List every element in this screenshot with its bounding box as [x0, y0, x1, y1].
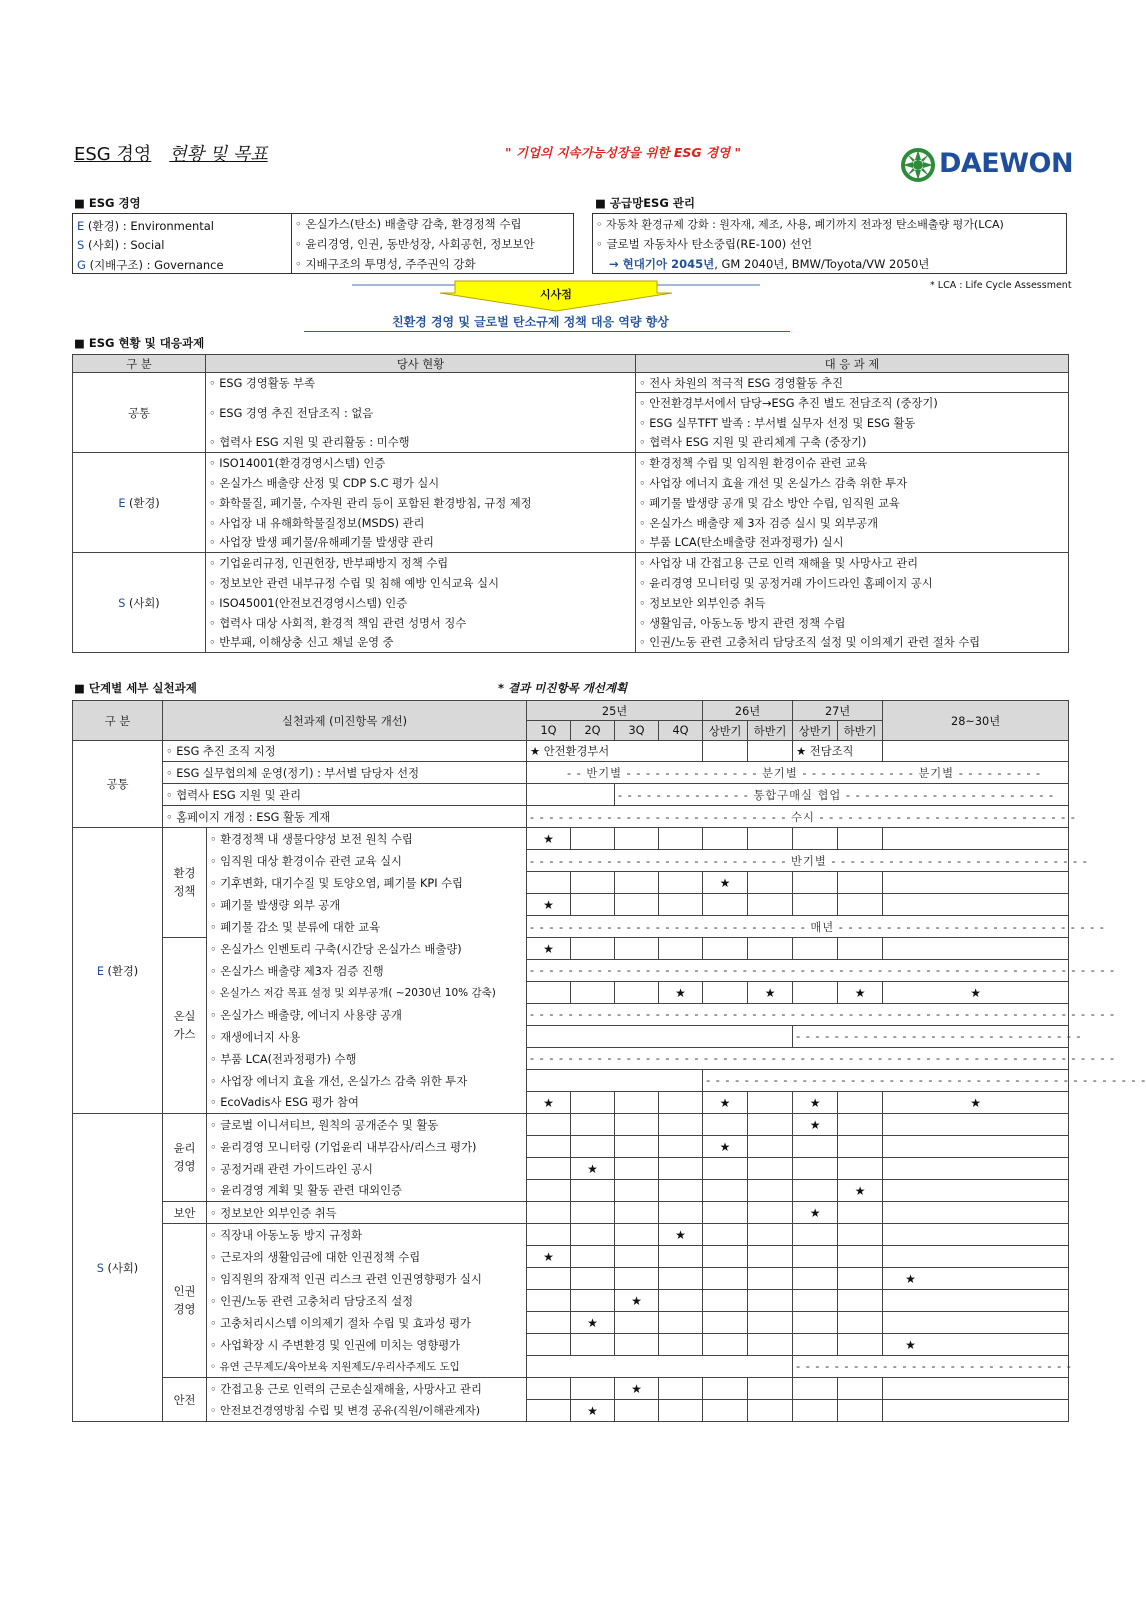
plan-soc-7-star: ★ [527, 1246, 571, 1268]
status-common-current-3: ◦ 협력사 ESG 지원 및 관리활동 : 미수행 [206, 433, 636, 453]
plan-table [72, 700, 1146, 1422]
plan-h-y26: 26년 [703, 701, 793, 721]
plan-cat-env: E (환경) [73, 828, 163, 1114]
status-cat-common: 공통 [73, 373, 206, 453]
plan-h-26h2: 하반기 [748, 721, 793, 741]
plan-env-8-star-c: ★ [838, 982, 883, 1004]
plan-env-3-star: ★ [703, 872, 748, 894]
logo-emblem-icon [901, 148, 935, 182]
plan-soc-task-5: ◦ 정보보안 외부인증 취득 [207, 1202, 527, 1224]
plan-soc-5-star: ★ [793, 1202, 838, 1224]
plan-env-task-2: ◦ 임직원 대상 환경이슈 관련 교육 실시 [207, 850, 527, 872]
plan-env-task-4: ◦ 폐기물 발생량 외부 공개 [207, 894, 527, 916]
status-soc-current-2: ◦ 정보보안 관련 내부규정 수립 및 침해 예방 인식교육 실시 [206, 573, 636, 593]
status-common-task-2: ◦ 안전환경부서에서 담당→ESG 추진 별도 전담조직 (중장기) [636, 393, 1069, 413]
esg-right-line-2: ◦ 윤리경영, 인권, 동반성장, 사회공헌, 정보보안 [295, 237, 535, 251]
plan-soc-8-star: ★ [883, 1268, 1069, 1290]
plan-soc-3-star: ★ [571, 1158, 615, 1180]
plan-env-5-sched: - - - - - - - - - - - - - - - - - - - - - - - - - - - - - 매년 - - - - - - - - - - - - - - - - - - - - - - - - - - - - [527, 916, 1069, 938]
plan-soc-task-3: ◦ 공정거래 관련 가이드라인 공시 [207, 1158, 527, 1180]
plan-env-9-sched: - - - - - - - - - - - - - - - - - - - - - - - - - - - - - - - - - - - - - - - - - - - - - - - - - - - - - - - - - - - - - [527, 1004, 1069, 1026]
title-part-a: ESG 경영 [74, 144, 152, 165]
plan-h-category: 구 분 [73, 701, 163, 741]
status-cat-soc: S (사회) [73, 553, 206, 653]
plan-cat-common: 공통 [73, 741, 163, 828]
plan-env-11-sched: - - - - - - - - - - - - - - - - - - - - - - - - - - - - - - - - - - - - - - - - - - - - - - - - - - - - - - - - - - - - - [527, 1048, 1069, 1070]
plan-env-task-3: ◦ 기후변화, 대기수질 및 토양오염, 폐기물 KPI 수립 [207, 872, 527, 894]
implication-text: 친환경 경영 및 글로벌 탄소규제 정책 대응 역량 향상 [392, 315, 669, 329]
status-table [72, 354, 1069, 653]
plan-soc-13-star: ★ [615, 1378, 659, 1400]
supply-line-2: ◦ 글로벌 자동차사 탄소중립(RE-100) 선언 [596, 237, 813, 251]
plan-sub-soc-safety: 안전 [163, 1378, 207, 1422]
status-header-row [73, 355, 1069, 373]
plan-soc-task-13: ◦ 간접고용 근로 인력의 근로손실재해율, 사망사고 관리 [207, 1378, 527, 1400]
plan-env-13-star-a: ★ [527, 1092, 571, 1114]
implication-label: 시사점 [540, 288, 572, 301]
plan-soc-9-star: ★ [615, 1290, 659, 1312]
status-h-current: 당사 현황 [206, 355, 636, 373]
status-common-task-1: ◦ 전사 차원의 적극적 ESG 경영활동 추진 [636, 373, 1069, 393]
plan-sub-soc-security: 보안 [163, 1202, 207, 1224]
plan-soc-task-11: ◦ 사업확장 시 주변환경 및 인권에 미치는 영향평가 [207, 1334, 527, 1356]
plan-env-12-sched: - - - - - - - - - - - - - - - - - - - - - - - - - - - - - - - - - - - - - - - - - - - - - - [703, 1070, 1069, 1092]
plan-env-7-sched: - - - - - - - - - - - - - - - - - - - - - - - - - - - - - - - - - - - - - - - - - - - - - - - - - - - - - - - - - - - - - [527, 960, 1069, 982]
plan-env-8-star-d: ★ [883, 982, 1069, 1004]
plan-soc-6-star: ★ [659, 1224, 703, 1246]
status-env-task-5: ◦ 부품 LCA(탄소배출량 전과정평가) 실시 [636, 533, 1069, 553]
status-heading: ■ ESG 현황 및 대응과제 [74, 336, 205, 350]
plan-note: * 결과 미진항목 개선계획 [498, 681, 628, 695]
plan-env-13-star-c: ★ [793, 1092, 838, 1114]
plan-common-task-1: ◦ ESG 추진 조직 지정 [163, 741, 527, 762]
plan-h-27h2: 하반기 [838, 721, 883, 741]
plan-soc-task-8: ◦ 임직원의 잠재적 인권 리스크 관련 인권영향평가 실시 [207, 1268, 527, 1290]
plan-env-8-star-b: ★ [748, 982, 793, 1004]
status-env-current-4: ◦ 사업장 내 유해화학물질정보(MSDS) 관리 [206, 513, 636, 533]
plan-sub-soc-human-rights: 인권 경영 [163, 1224, 207, 1378]
supply-line-1: ◦ 자동차 환경규제 강화 : 원자재, 제조, 사용, 폐기까지 전과정 탄소배출량 평가(LCA) [596, 218, 1004, 231]
status-soc-current-4: ◦ 협력사 대상 사회적, 환경적 책임 관련 성명서 징수 [206, 613, 636, 633]
status-cat-env: E (환경) [73, 453, 206, 553]
status-soc-task-2: ◦ 윤리경영 모니터링 및 공정거래 가이드라인 홈페이지 공시 [636, 573, 1069, 593]
plan-soc-4-star: ★ [838, 1180, 883, 1202]
plan-heading: ■ 단계별 세부 실천과제 [74, 681, 197, 695]
status-common-task-4: ◦ 협력사 ESG 지원 및 관리체계 구축 (중장기) [636, 433, 1069, 453]
plan-common-2-sched: - - 반기별 - - - - - - - - - - - - - - 분기별 - - - - - - - - - - - - 분기별 - - - - - - - - - [527, 762, 1069, 784]
plan-h-27h1: 상반기 [793, 721, 838, 741]
plan-env-task-5: ◦ 폐기물 감소 및 분류에 대한 교육 [207, 916, 527, 938]
status-env-current-3: ◦ 화학물질, 폐기물, 수자원 관리 등이 포함된 환경방침, 규정 제정 [206, 493, 636, 513]
status-env-task-2: ◦ 사업장 에너지 효율 개선 및 온실가스 감축 위한 투자 [636, 473, 1069, 493]
plan-soc-task-7: ◦ 근로자의 생활임금에 대한 인권정책 수립 [207, 1246, 527, 1268]
esg-right-line-1: ◦ 온실가스(탄소) 배출량 감축, 환경정책 수립 [295, 217, 522, 231]
plan-h-2q: 2Q [571, 721, 615, 741]
plan-env-task-11: ◦ 부품 LCA(전과정평가) 수행 [207, 1048, 527, 1070]
plan-env-task-9: ◦ 온실가스 배출량, 에너지 사용량 공개 [207, 1004, 527, 1026]
plan-soc-1-star: ★ [793, 1114, 838, 1136]
plan-env-task-10: ◦ 재생에너지 사용 [207, 1026, 527, 1048]
status-soc-current-3: ◦ ISO45001(안전보건경영시스템) 인증 [206, 593, 636, 613]
status-soc-task-4: ◦ 생활임금, 아동노동 방지 관련 정책 수립 [636, 613, 1069, 633]
status-env-task-1: ◦ 환경정책 수립 및 임직원 환경이슈 관련 교육 [636, 453, 1069, 473]
supply-heading: ■ 공급망ESG 관리 [595, 196, 695, 210]
plan-common-task-2: ◦ ESG 실무협의체 운영(정기) : 부서별 담당자 선정 [163, 762, 527, 784]
implication-underline [304, 331, 790, 332]
plan-env-task-6: ◦ 온실가스 인벤토리 구축(시간당 온실가스 배출량) [207, 938, 527, 960]
page-title [74, 140, 268, 166]
plan-common-3-sched: - - - - - - - - - - - - - - 통합구매실 협업 - - - - - - - - - - - - - - - - - - - - - - [615, 784, 1069, 806]
esg-right-line-3: ◦ 지배구조의 투명성, 주주권익 강화 [295, 257, 476, 271]
plan-soc-task-14: ◦ 안전보건경영방침 수립 및 변경 공유(직원/이해관계자) [207, 1400, 527, 1422]
plan-soc-11-star: ★ [883, 1334, 1069, 1356]
plan-env-task-13: ◦ EcoVadis사 ESG 평가 참여 [207, 1092, 527, 1114]
plan-soc-task-9: ◦ 인권/노동 관련 고충처리 담당조직 설정 [207, 1290, 527, 1312]
status-common-current-1: ◦ ESG 경영활동 부족 [206, 373, 636, 393]
status-soc-current-5: ◦ 반부패, 이해상충 신고 채널 운영 중 [206, 633, 636, 653]
plan-h-y25: 25년 [527, 701, 703, 721]
plan-env-10-sched: - - - - - - - - - - - - - - - - - - - - - - - - - - - - - - [793, 1026, 1069, 1048]
esg-g-line: G (지배구조) : Governance [77, 258, 224, 272]
plan-soc-task-4: ◦ 윤리경영 계획 및 활동 관련 대외인증 [207, 1180, 527, 1202]
status-soc-task-5: ◦ 인권/노동 관련 고충처리 담당조직 설정 및 이의제기 관련 절차 수립 [636, 633, 1069, 653]
plan-h-3q: 3Q [615, 721, 659, 741]
supply-line-3: → 현대기아 2045년, GM 2040년, BMW/Toyota/VW 2050년 [609, 257, 930, 271]
plan-h-4q: 4Q [659, 721, 703, 741]
plan-soc-task-12: ◦ 유연 근무제도/육아보육 지원제도/우리사주제도 도입 [207, 1356, 527, 1378]
status-soc-current-1: ◦ 기업윤리규정, 인권헌장, 반부패방지 정책 수립 [206, 553, 636, 573]
plan-env-1-star: ★ [527, 828, 571, 850]
status-env-current-5: ◦ 사업장 발생 폐기물/유해폐기물 발생량 관리 [206, 533, 636, 553]
plan-env-13-star-b: ★ [703, 1092, 748, 1114]
plan-soc-12-sched: - - - - - - - - - - - - - - - - - - - - - - - - - - - - - [793, 1356, 1069, 1378]
plan-common-task-4: ◦ 홈페이지 개정 : ESG 활동 게재 [163, 806, 527, 828]
status-h-tasks: 대 응 과 제 [636, 355, 1069, 373]
esg-e-line: E (환경) : Environmental [77, 219, 214, 233]
lca-note: * LCA : Life Cycle Assessment [930, 280, 1072, 291]
plan-env-task-1: ◦ 환경정책 내 생물다양성 보전 원칙 수립 [207, 828, 527, 850]
plan-common-1-sched-b: ★ 전담조직 [793, 741, 883, 762]
plan-sub-soc-ethics: 윤리 경영 [163, 1114, 207, 1202]
status-soc-task-3: ◦ 정보보안 외부인증 취득 [636, 593, 1069, 613]
plan-h-task: 실천과제 (미진항목 개선) [163, 701, 527, 741]
plan-env-task-8: ◦ 온실가스 저감 목표 설정 및 외부공개( ~2030년 10% 감축) [207, 982, 527, 1004]
status-common-task-3: ◦ ESG 실무TFT 발족 : 부서별 실무자 선정 및 ESG 활동 [636, 413, 1069, 433]
plan-h-y27: 27년 [793, 701, 883, 721]
plan-common-4-sched: - - - - - - - - - - - - - - - - - - - - - - - - - - - 수시 - - - - - - - - - - - - - - - - - - - - - - - - - - - [527, 806, 1069, 828]
plan-sub-env-ghg: 온실 가스 [163, 938, 207, 1114]
title-part-b: 현황 및 목표 [169, 144, 268, 165]
plan-soc-14-star: ★ [571, 1400, 615, 1422]
plan-env-task-12: ◦ 사업장 에너지 효율 개선, 온실가스 감축 위한 투자 [207, 1070, 527, 1092]
plan-sub-env-policy: 환경 정책 [163, 828, 207, 938]
esg-mgmt-heading: ■ ESG 경영 [74, 196, 141, 210]
esg-mgmt-box [72, 213, 574, 274]
esg-mgmt-divider [291, 214, 292, 273]
status-env-current-1: ◦ ISO14001(환경경영시스템) 인증 [206, 453, 636, 473]
plan-env-4-star: ★ [527, 894, 571, 916]
status-env-current-2: ◦ 온실가스 배출량 산정 및 CDP S.C 평가 실시 [206, 473, 636, 493]
plan-soc-task-2: ◦ 윤리경영 모니터링 (기업윤리 내부감사/리스크 평가) [207, 1136, 527, 1158]
plan-h-1q: 1Q [527, 721, 571, 741]
plan-soc-10-star: ★ [571, 1312, 615, 1334]
status-env-task-3: ◦ 폐기물 발생량 공개 및 감소 방안 수립, 임직원 교육 [636, 493, 1069, 513]
plan-env-task-7: ◦ 온실가스 배출량 제3자 검증 진행 [207, 960, 527, 982]
plan-h-26h1: 상반기 [703, 721, 748, 741]
supply-box [592, 213, 1067, 274]
esg-s-line: S (사회) : Social [77, 238, 165, 252]
plan-env-6-star: ★ [527, 938, 571, 960]
plan-common-task-3: ◦ 협력사 ESG 지원 및 관리 [163, 784, 527, 806]
plan-h-y28: 28~30년 [883, 701, 1069, 741]
status-common-current-2: ◦ ESG 경영 추진 전담조직 : 없음 [206, 393, 636, 433]
status-env-task-4: ◦ 온실가스 배출량 제 3자 검증 실시 및 외부공개 [636, 513, 1069, 533]
status-soc-task-1: ◦ 사업장 내 간접고용 근로 인력 재해율 및 사망사고 관리 [636, 553, 1069, 573]
plan-soc-2-star: ★ [703, 1136, 748, 1158]
plan-cat-soc: S (사회) [73, 1114, 163, 1422]
plan-env-13-star-d: ★ [883, 1092, 1069, 1114]
plan-common-1-sched-a: ★ 안전환경부서 [527, 741, 703, 762]
plan-soc-task-6: ◦ 직장내 아동노동 방지 규정화 [207, 1224, 527, 1246]
company-logo [901, 148, 1074, 184]
plan-env-8-star-a: ★ [659, 982, 703, 1004]
slogan: " 기업의 지속가능성장을 위한 ESG 경영 " [505, 145, 741, 160]
plan-soc-task-1: ◦ 글로벌 이니셔티브, 원칙의 공개준수 및 활동 [207, 1114, 527, 1136]
plan-soc-task-10: ◦ 고충처리시스템 이의제기 절차 수립 및 효과성 평가 [207, 1312, 527, 1334]
plan-env-2-sched: - - - - - - - - - - - - - - - - - - - - - - - - - - - 반기별 - - - - - - - - - - - - - - - - - - - - - - - - - - - [527, 850, 1069, 872]
status-h-category: 구 분 [73, 355, 206, 373]
logo-text: DAEWON [939, 148, 1074, 179]
